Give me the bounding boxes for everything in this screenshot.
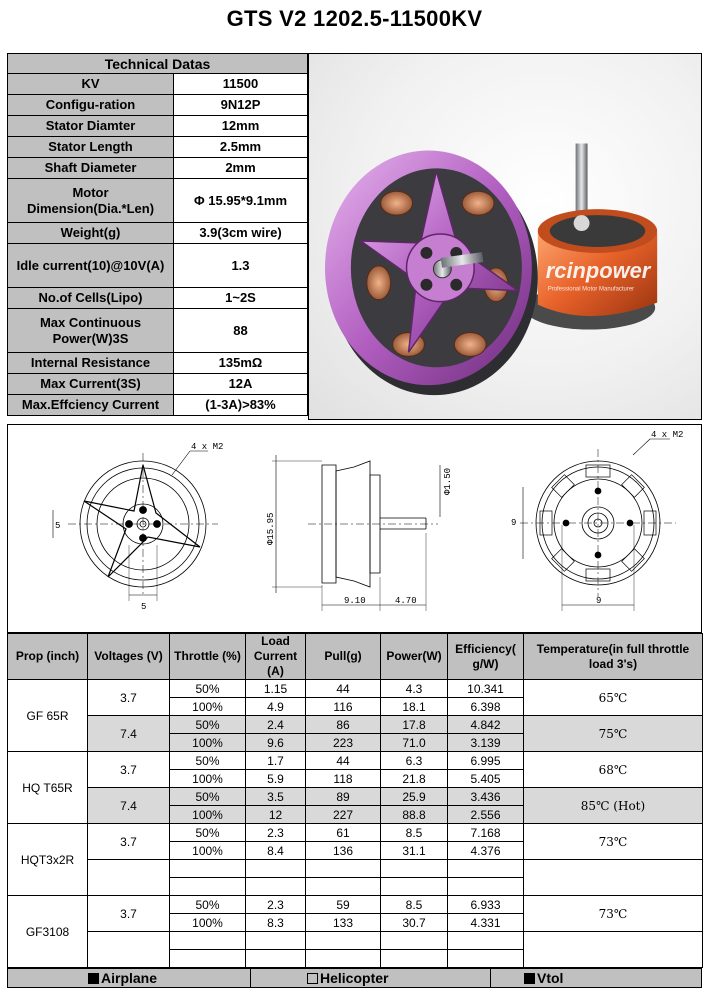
load-current-cell: 12 xyxy=(246,806,306,824)
pull-cell xyxy=(306,860,381,878)
pull-cell: 227 xyxy=(306,806,381,824)
table-row xyxy=(8,680,703,698)
power-cell: 71.0 xyxy=(381,734,448,752)
load-current-cell xyxy=(246,878,306,896)
efficiency-cell xyxy=(448,860,524,878)
dimension-drawings xyxy=(7,424,702,633)
throttle-cell xyxy=(170,950,246,968)
power-cell: 6.3 xyxy=(381,752,448,770)
load-current-cell: 5.9 xyxy=(246,770,306,788)
back-dim-vertical: 9 xyxy=(511,518,517,528)
throttle-cell xyxy=(170,932,246,950)
front-mount-label: 4 x M2 xyxy=(191,442,224,452)
table-row xyxy=(8,824,703,842)
temperature-cell: 65℃ xyxy=(524,680,703,716)
legend-helicopter-label: Helicopter xyxy=(320,970,389,986)
throttle-cell: 100% xyxy=(170,698,246,716)
filled-square-icon xyxy=(524,973,535,984)
prop-cell: GF 65R xyxy=(8,680,88,752)
voltage-cell: 3.7 xyxy=(88,824,170,860)
spec-key: KV xyxy=(8,74,174,95)
load-current-cell: 8.3 xyxy=(246,914,306,932)
filled-square-icon xyxy=(88,973,99,984)
load-current-cell: 8.4 xyxy=(246,842,306,860)
spec-key: Max Current(3S) xyxy=(8,374,174,395)
brand-logo: rcinpower xyxy=(545,257,651,283)
throttle-cell: 100% xyxy=(170,842,246,860)
side-shaft-label: Φ1.50 xyxy=(443,467,453,495)
spec-key: Shaft Diameter xyxy=(8,158,174,179)
voltage-cell xyxy=(88,860,170,896)
power-cell: 31.1 xyxy=(381,842,448,860)
efficiency-cell xyxy=(448,878,524,896)
power-cell: 17.8 xyxy=(381,716,448,734)
temperature-cell: 85℃ (Hot) xyxy=(524,788,703,824)
col-header-efficiency: Efficiency( g/W) xyxy=(448,634,524,680)
efficiency-cell: 6.398 xyxy=(448,698,524,716)
throttle-cell: 50% xyxy=(170,896,246,914)
throttle-cell: 100% xyxy=(170,914,246,932)
pull-cell: 44 xyxy=(306,752,381,770)
spec-value: 135mΩ xyxy=(174,353,308,374)
motor-product-photo xyxy=(308,53,702,420)
voltage-cell xyxy=(88,932,170,968)
spec-value: 2.5mm xyxy=(174,137,308,158)
load-current-cell: 9.6 xyxy=(246,734,306,752)
pull-cell xyxy=(306,932,381,950)
spec-value: 12mm xyxy=(174,116,308,137)
front-dim-vertical: 5 xyxy=(55,521,61,531)
spec-key: Max Continuous Power(W)3S xyxy=(8,309,174,353)
efficiency-cell: 7.168 xyxy=(448,824,524,842)
power-cell: 18.1 xyxy=(381,698,448,716)
voltage-cell: 7.4 xyxy=(88,716,170,752)
power-cell xyxy=(381,932,448,950)
efficiency-cell: 5.405 xyxy=(448,770,524,788)
load-current-cell: 2.3 xyxy=(246,896,306,914)
col-header-power: Power(W) xyxy=(381,634,448,680)
spec-key: Stator Diamter xyxy=(8,116,174,137)
power-cell: 4.3 xyxy=(381,680,448,698)
brand-subtitle: Professional Motor Manufacturer xyxy=(547,286,635,293)
legend-vtol xyxy=(491,969,701,987)
load-current-cell: 1.7 xyxy=(246,752,306,770)
efficiency-cell: 10.341 xyxy=(448,680,524,698)
spec-value: 3.9(3cm wire) xyxy=(174,223,308,244)
spec-value: 1~2S xyxy=(174,288,308,309)
power-cell: 30.7 xyxy=(381,914,448,932)
power-cell: 8.5 xyxy=(381,896,448,914)
spec-value: 1.3 xyxy=(174,244,308,288)
power-cell xyxy=(381,878,448,896)
load-current-cell: 4.9 xyxy=(246,698,306,716)
tech-spec-table xyxy=(7,53,308,416)
throttle-cell: 50% xyxy=(170,788,246,806)
temperature-cell xyxy=(524,860,703,896)
spec-value: 11500 xyxy=(174,74,308,95)
prop-cell: HQ T65R xyxy=(8,752,88,824)
efficiency-cell: 6.995 xyxy=(448,752,524,770)
front-dim-horizontal: 5 xyxy=(141,602,147,612)
load-current-cell xyxy=(246,950,306,968)
load-current-cell: 3.5 xyxy=(246,788,306,806)
throttle-cell: 50% xyxy=(170,752,246,770)
back-view-drawing xyxy=(520,439,676,611)
efficiency-cell: 3.139 xyxy=(448,734,524,752)
performance-table xyxy=(7,633,703,968)
temperature-cell: 68℃ xyxy=(524,752,703,788)
spec-value: 12A xyxy=(174,374,308,395)
pull-cell: 133 xyxy=(306,914,381,932)
col-header-voltage: Voltages (V) xyxy=(88,634,170,680)
load-current-cell: 1.15 xyxy=(246,680,306,698)
table-row xyxy=(8,896,703,914)
aircraft-type-legend xyxy=(7,968,702,988)
efficiency-cell: 3.436 xyxy=(448,788,524,806)
legend-helicopter xyxy=(251,969,491,987)
load-current-cell: 2.3 xyxy=(246,824,306,842)
legend-vtol-label: Vtol xyxy=(537,970,564,986)
spec-key: Idle current(10)@10V(A) xyxy=(8,244,174,288)
pull-cell xyxy=(306,878,381,896)
temperature-cell: 73℃ xyxy=(524,824,703,860)
table-row xyxy=(8,752,703,770)
table-row xyxy=(8,860,703,878)
spec-key: No.of Cells(Lipo) xyxy=(8,288,174,309)
purple-motor xyxy=(325,150,538,395)
throttle-cell xyxy=(170,860,246,878)
power-cell: 21.8 xyxy=(381,770,448,788)
orange-motor xyxy=(524,144,657,330)
pull-cell: 136 xyxy=(306,842,381,860)
pull-cell: 223 xyxy=(306,734,381,752)
spec-key: Weight(g) xyxy=(8,223,174,244)
spec-key: Stator Length xyxy=(8,137,174,158)
col-header-load-current: Load Current (A) xyxy=(246,634,306,680)
spec-value: 88 xyxy=(174,309,308,353)
efficiency-cell: 4.376 xyxy=(448,842,524,860)
col-header-temperature: Temperature(in full throttle load 3's) xyxy=(524,634,703,680)
pull-cell xyxy=(306,950,381,968)
temperature-cell: 73℃ xyxy=(524,896,703,932)
back-dim-horizontal: 9 xyxy=(596,596,602,606)
pull-cell: 118 xyxy=(306,770,381,788)
pull-cell: 61 xyxy=(306,824,381,842)
prop-cell: HQT3x2R xyxy=(8,824,88,896)
page-title: GTS V2 1202.5-11500KV xyxy=(226,6,483,31)
throttle-cell: 50% xyxy=(170,824,246,842)
legend-airplane xyxy=(8,969,251,987)
front-view-drawing xyxy=(53,451,218,601)
col-header-throttle: Throttle (%) xyxy=(170,634,246,680)
efficiency-cell: 4.331 xyxy=(448,914,524,932)
spec-value: (1-3A)>83% xyxy=(174,395,308,416)
spec-key: Max.Effciency Current xyxy=(8,395,174,416)
throttle-cell: 50% xyxy=(170,716,246,734)
power-cell xyxy=(381,950,448,968)
table-row xyxy=(8,932,703,950)
power-cell: 88.8 xyxy=(381,806,448,824)
temperature-cell: 75℃ xyxy=(524,716,703,752)
temperature-cell xyxy=(524,932,703,968)
legend-airplane-label: Airplane xyxy=(101,970,158,986)
power-cell: 8.5 xyxy=(381,824,448,842)
voltage-cell: 3.7 xyxy=(88,752,170,788)
power-cell xyxy=(381,860,448,878)
efficiency-cell xyxy=(448,950,524,968)
load-current-cell xyxy=(246,932,306,950)
spec-key: Configu-ration xyxy=(8,95,174,116)
power-cell: 25.9 xyxy=(381,788,448,806)
pull-cell: 89 xyxy=(306,788,381,806)
spec-value: 9N12P xyxy=(174,95,308,116)
side-view-drawing xyxy=(272,455,440,611)
efficiency-cell xyxy=(448,932,524,950)
spec-key: Internal Resistance xyxy=(8,353,174,374)
throttle-cell: 100% xyxy=(170,734,246,752)
throttle-cell: 50% xyxy=(170,680,246,698)
spec-key: Motor Dimension(Dia.*Len) xyxy=(8,179,174,223)
side-length-body: 9.10 xyxy=(344,596,366,606)
voltage-cell: 7.4 xyxy=(88,788,170,824)
prop-cell: GF3108 xyxy=(8,896,88,968)
back-mount-label: 4 x M2 xyxy=(651,430,684,440)
voltage-cell: 3.7 xyxy=(88,680,170,716)
load-current-cell: 2.4 xyxy=(246,716,306,734)
voltage-cell: 3.7 xyxy=(88,896,170,932)
load-current-cell xyxy=(246,860,306,878)
efficiency-cell: 2.556 xyxy=(448,806,524,824)
side-length-shaft: 4.70 xyxy=(395,596,417,606)
pull-cell: 86 xyxy=(306,716,381,734)
pull-cell: 116 xyxy=(306,698,381,716)
throttle-cell: 100% xyxy=(170,806,246,824)
side-diameter-label: Φ15.95 xyxy=(266,512,276,545)
pull-cell: 59 xyxy=(306,896,381,914)
col-header-prop: Prop (inch) xyxy=(8,634,88,680)
empty-square-icon xyxy=(307,973,318,984)
table-row xyxy=(8,788,703,806)
throttle-cell xyxy=(170,878,246,896)
table-row xyxy=(8,716,703,734)
spec-table-header: Technical Datas xyxy=(8,54,308,74)
pull-cell: 44 xyxy=(306,680,381,698)
efficiency-cell: 6.933 xyxy=(448,896,524,914)
spec-value: 2mm xyxy=(174,158,308,179)
spec-value: Φ 15.95*9.1mm xyxy=(174,179,308,223)
col-header-pull: Pull(g) xyxy=(306,634,381,680)
efficiency-cell: 4.842 xyxy=(448,716,524,734)
throttle-cell: 100% xyxy=(170,770,246,788)
